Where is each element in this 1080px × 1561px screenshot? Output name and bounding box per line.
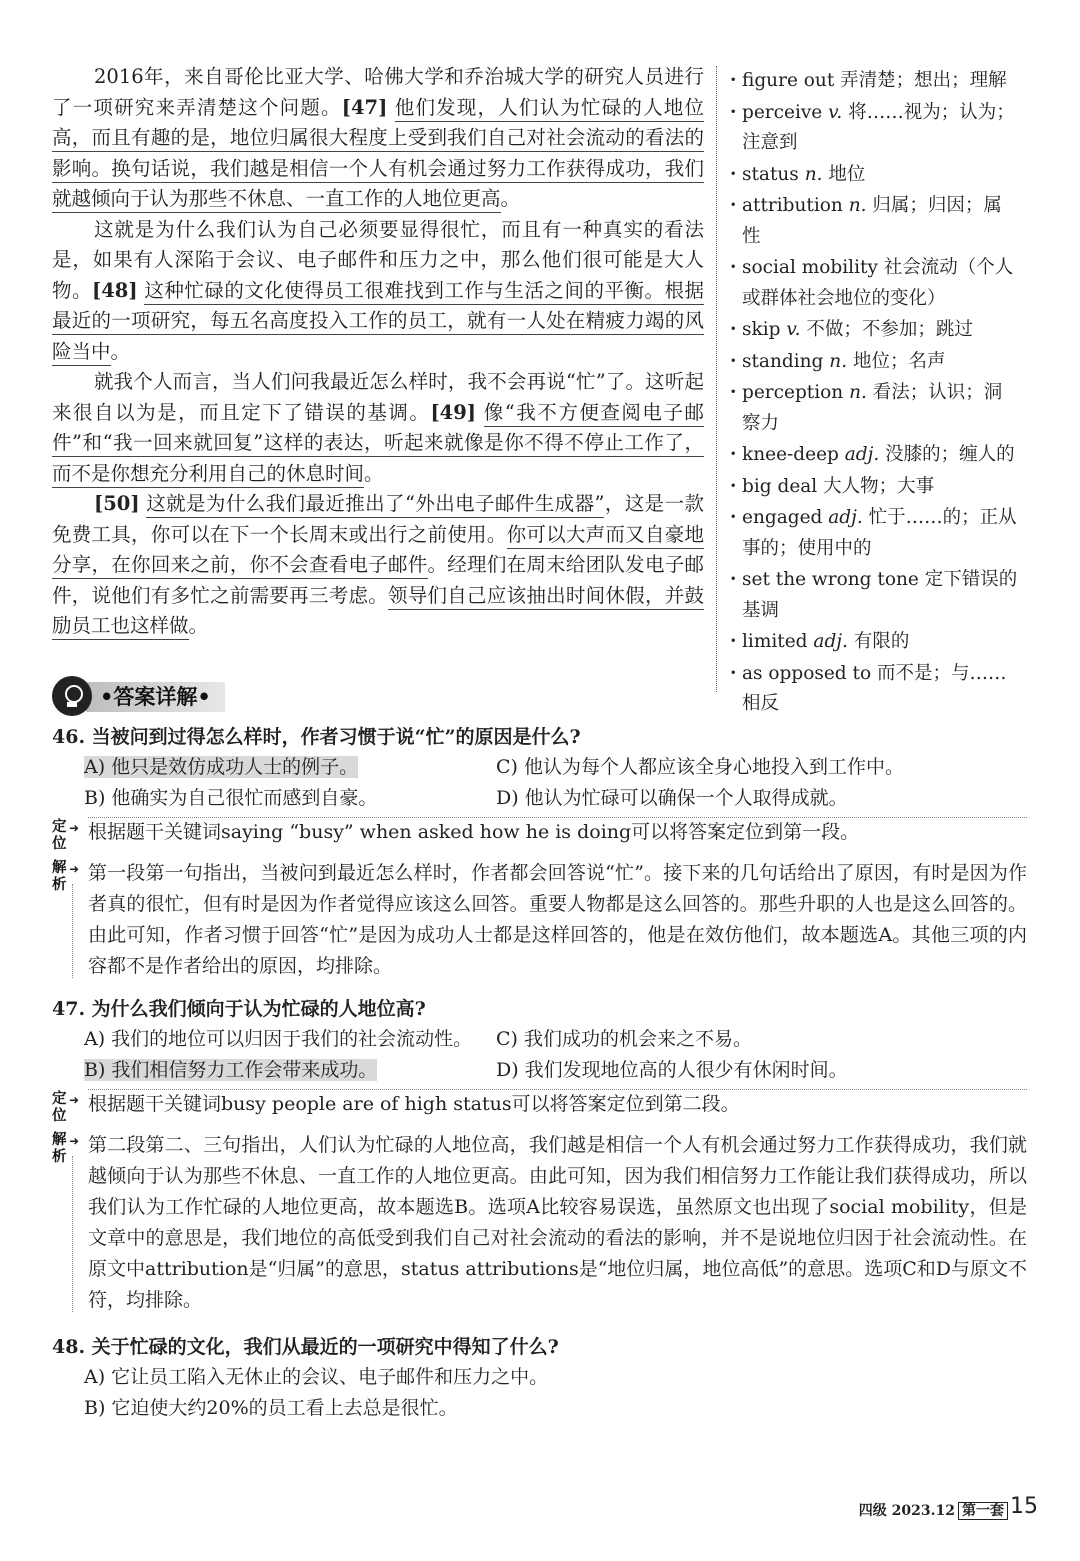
question-text: 48. 关于忙碌的文化，我们从最近的一项研究中得知了什么? xyxy=(52,1336,559,1358)
location-tag: 定位 xyxy=(52,819,67,852)
vocab-item xyxy=(730,378,1018,439)
vocab-definition: 弄清楚；想出；理解 xyxy=(840,70,1007,91)
option-a: A) 它让员工陷入无休止的会议、电子邮件和压力之中。 xyxy=(84,1366,549,1388)
vocab-definition: 定下错误的基调 xyxy=(742,569,1018,621)
vocab-pos: adj. xyxy=(844,444,880,465)
bullet: · xyxy=(730,257,737,278)
vocab-definition: 社会流动（个人或群体社会地位的变化） xyxy=(742,257,1014,309)
vocab-pos: v. xyxy=(828,101,843,123)
option-a: A) 他只是效仿成功人士的例子。 xyxy=(84,756,359,778)
vocab-word: as opposed to xyxy=(742,662,872,684)
vocab-item xyxy=(730,565,1018,626)
vocab-pos: n. xyxy=(829,350,848,372)
vocab-item xyxy=(730,98,1018,159)
arrow-icon: ➜ xyxy=(69,1134,80,1148)
option-c: C) 我们成功的机会来之不易。 xyxy=(496,1028,752,1050)
bullet: · xyxy=(730,195,737,216)
bullet: · xyxy=(730,631,737,652)
question-marker-48: [48] xyxy=(92,278,138,302)
vocab-word: limited xyxy=(742,631,808,652)
page-number: 15 xyxy=(1010,1494,1038,1519)
vocab-definition: 看法；认识；洞察力 xyxy=(742,382,1003,434)
vocab-pos: v. xyxy=(786,319,801,340)
answers-header-label: •答案详解• xyxy=(86,682,225,712)
vocab-definition: 没膝的；缠人的 xyxy=(885,444,1015,465)
vocab-pos: n. xyxy=(849,382,867,403)
vocab-pos: adj. xyxy=(828,507,863,528)
footer-set: 第一套 xyxy=(958,1502,1008,1520)
underlined-sentence: 你可以大声而又自豪地分享，在你回来之前，你不会查看电子邮件 xyxy=(52,523,704,580)
bullet: · xyxy=(730,319,737,340)
vocab-word: knee-deep xyxy=(742,444,839,465)
vocab-word: figure out xyxy=(742,70,835,91)
vocab-item xyxy=(730,472,1018,503)
vocab-word: perceive xyxy=(742,101,823,123)
vocab-item xyxy=(730,347,1018,378)
vocab-definition: 不做；不参加；跳过 xyxy=(806,319,973,340)
underlined-sentence: 他们发现，人们认为忙碌的人地位高，而且有趣的是，地位归属很大程度上受到我们自己对社会流动的看法的影响。换句话说，我们越是相信一个人有机会通过努力工作获得成功，我们就越倾向于认为那些不休息、一直工作的人地位更高 xyxy=(52,96,704,214)
vocab-item xyxy=(730,627,1018,658)
vocab-item xyxy=(730,440,1018,471)
vocab-item xyxy=(730,315,1018,346)
vocab-item xyxy=(730,253,1018,314)
vocab-word: standing xyxy=(742,350,824,372)
vocab-definition: 将……视为；认为；注意到 xyxy=(742,101,1015,153)
options xyxy=(84,752,1027,813)
vocab-definition: 地位 xyxy=(828,163,866,185)
vocab-word: skip xyxy=(742,319,781,340)
option-b: B) 我们相信努力工作会带来成功。 xyxy=(84,1058,378,1081)
option-d: D) 我们发现地位高的人很少有休闲时间。 xyxy=(496,1058,848,1081)
column-divider xyxy=(716,66,717,692)
bullet: · xyxy=(730,350,737,372)
arrow-icon: ➜ xyxy=(69,821,80,835)
options xyxy=(84,1362,1027,1423)
option-d: D) 他认为忙碌可以确保一个人取得成就。 xyxy=(496,786,848,809)
vocab-pos: n. xyxy=(848,195,867,216)
vocab-word: status xyxy=(742,163,799,185)
arrow-icon: ➜ xyxy=(69,862,80,876)
vocab-pos: n. xyxy=(804,163,823,185)
vocab-word: set the wrong tone xyxy=(742,569,919,590)
bullet: · xyxy=(730,382,737,403)
option-a: A) 我们的地位可以归因于我们的社会流动性。 xyxy=(84,1028,473,1050)
bullet: · xyxy=(730,475,737,497)
arrow-icon: ➜ xyxy=(69,1093,80,1107)
underlined-sentence: 这种忙碌的文化使得员工很难找到工作与生活之间的平衡。根据最近的一项研究，每五名高度投入工作的员工，就有一人处在精疲力竭的风险当中 xyxy=(52,279,704,366)
bullet: · xyxy=(730,444,737,465)
paragraph-4: [50] 这就是为什么我们最近推出了“外出电子邮件生成器”，这是一款免费工具，你可以在下一个长周末或出行之前使用。你可以大声而又自豪地分享，在你回来之前，你不会查看电子邮件。经理们在周末给团队发电子邮件，说他们有多忙之前需要再三考虑。领导们自己应该抽出时间休假，并鼓励员工也这样做。 xyxy=(52,489,704,642)
underlined-sentence: 像“我不方便查阅电子邮件”和“我一回来就回复”这样的表达，听起来就像是你不得不停止工作了，而不是你想充分利用自己的休息时间 xyxy=(52,401,704,488)
location-tag: 定位 xyxy=(52,1091,67,1124)
underlined-sentence: 这就是为什么我们最近推出了“外出电子邮件生成器” xyxy=(146,492,604,518)
vocab-word: attribution xyxy=(742,195,843,216)
question-48 xyxy=(52,1332,1027,1423)
question-47 xyxy=(52,994,1027,1316)
location-note: 定位 ➜ 根据题干关键词saying “busy” when asked how he is doing可以将答案定位到第一段。 xyxy=(52,817,1027,848)
question-46 xyxy=(52,722,1027,982)
question-text: 46. 当被问到过得怎么样时，作者习惯于说“忙”的原因是什么? xyxy=(52,726,581,748)
analysis-tag: 解析 xyxy=(52,860,67,893)
paragraph-3: 就我个人而言，当人们问我最近怎么样时，我不会再说“忙”了。这听起来很自以为是，而且定下了错误的基调。[49] 像“我不方便查阅电子邮件”和“我一回来就回复”这样的表达，听起来就像是你不得不停止工作了，而不是你想充分利用自己的休息时间。 xyxy=(52,367,704,489)
vocab-definition: 地位；名声 xyxy=(852,350,946,372)
underlined-sentence: 领导们自己应该抽出时间休假，并鼓励员工也这样做 xyxy=(52,584,704,641)
analysis-note: 解析 ➜ 第二段第二、三句指出，人们认为忙碌的人地位高，我们越是相信一个人有机会通过努力工作获得成功，我们就越倾向于认为那些不休息、一直工作的人地位更高。由此可知，因为我们相信努力工作能让我们获得成功，所以我们认为工作忙碌的人地位更高，故本题选B。选项A比较容易误选，虽然原文也出现了social mobility，但是文章中的意思是，我们地位的高低受到我们自己对社会流动的看法的影响，并不是说地位归因于社会流动性。在原文中attribution是“归属”的意思，status attributions是“地位归属，地位高低”的意思。选项C和D与原文不符，均排除。 xyxy=(52,1132,1027,1311)
vocab-definition: 归属；归因；属性 xyxy=(742,195,1002,247)
question-marker-49: [49] xyxy=(430,400,477,424)
vocabulary-list xyxy=(730,66,1018,721)
vocab-word: perception xyxy=(742,382,844,403)
vocab-item xyxy=(730,160,1018,191)
location-note: 定位 ➜ 根据题干关键词busy people are of high status可以将答案定位到第二段。 xyxy=(52,1089,1027,1120)
vocab-pos: adj. xyxy=(813,631,848,652)
vocab-word: big deal xyxy=(742,475,818,497)
bullet: · xyxy=(730,163,737,185)
analysis-note: 解析 ➜ 第一段第一句指出，当被问到最近怎么样时，作者都会回答说“忙”。接下来的几句话给出了原因，有时是因为作者真的很忙，但有时是因为作者觉得应该这么回答。重要人物都是这么回答的。那些升职的人也是这么回答的。由此可知，作者习惯于回答“忙”是因为成功人士都是这样回答的，他是在效仿他们，故本题选A。其他三项的内容都不是作者给出的原因，均排除。 xyxy=(52,860,1027,977)
vocab-definition: 忙于……的；正从事的；使用中的 xyxy=(742,507,1017,559)
vocab-definition: 而不是；与……相反 xyxy=(742,662,1007,714)
option-b: B) 它迫使大约20%的员工看上去总是很忙。 xyxy=(84,1396,458,1419)
options xyxy=(84,1024,1027,1085)
option-c: C) 他认为每个人都应该全身心地投入到工作中。 xyxy=(496,756,904,778)
vocab-definition: 大人物；大事 xyxy=(823,475,935,497)
question-marker-50: [50] xyxy=(94,492,140,515)
bullet: · xyxy=(730,70,737,91)
option-b: B) 他确实为自己很忙而感到自豪。 xyxy=(84,786,378,809)
vocab-definition: 有限的 xyxy=(853,631,910,652)
vocab-word: engaged xyxy=(742,507,823,528)
vocab-item xyxy=(730,659,1018,720)
translation-passage xyxy=(52,62,704,642)
bullet: · xyxy=(730,101,737,123)
answers-header xyxy=(52,676,252,716)
question-text: 47. 为什么我们倾向于认为忙碌的人地位高? xyxy=(52,998,426,1020)
analysis-tag: 解析 xyxy=(52,1132,67,1165)
bullet: · xyxy=(730,507,737,528)
vocab-item xyxy=(730,503,1018,564)
lightbulb-icon xyxy=(52,676,92,716)
footer-level: 四级 2023.12 xyxy=(858,1503,955,1519)
vocab-word: social mobility xyxy=(742,257,878,278)
paragraph-1: 2016年，来自哥伦比亚大学、哈佛大学和乔治城大学的研究人员进行了一项研究来弄清楚这个问题。[47] 他们发现，人们认为忙碌的人地位高，而且有趣的是，地位归属很大程度上受到我们自己对社会流动的看法的影响。换句话说，我们越是相信一个人有机会通过努力工作获得成功，我们就越倾向于认为那些不休息、一直工作的人地位更高。 xyxy=(52,62,704,215)
vocab-item xyxy=(730,191,1018,252)
vocab-item xyxy=(730,66,1018,97)
paragraph-2: 这就是为什么我们认为自己必须要显得很忙，而且有一种真实的看法是，如果有人深陷于会议、电子邮件和压力之中，那么他们很可能是大人物。[48] 这种忙碌的文化使得员工很难找到工作与生活之间的平衡。根据最近的一项研究，每五名高度投入工作的员工，就有一人处在精疲力竭的风险当中。 xyxy=(52,215,704,368)
bullet: · xyxy=(730,569,737,590)
footer-info xyxy=(859,1500,1008,1520)
bullet: · xyxy=(730,662,737,684)
question-marker-47: [47] xyxy=(341,95,388,119)
